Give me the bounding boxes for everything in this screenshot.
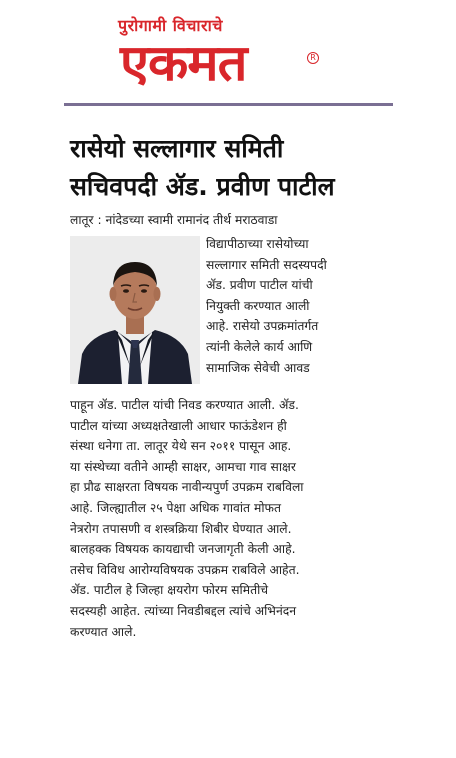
side-line: नियुक्ती करण्यात आली xyxy=(206,298,310,313)
side-line: सल्लागार समिती सदस्यपदी xyxy=(206,257,327,272)
person-portrait-icon xyxy=(70,236,200,384)
intro-line: लातूर : नांदेडच्या स्वामी रामानंद तीर्थ मराठवाडा xyxy=(70,213,278,227)
body-line: संस्था धनेगा ता. लातूर येथे सन २०११ पासून आह. xyxy=(70,439,292,454)
body-line: पाटील यांच्या अध्यक्षतेखाली आधार फाऊंडेशन ही xyxy=(70,418,287,433)
masthead xyxy=(0,0,456,108)
article-intro xyxy=(70,210,400,231)
body-line: करण्यात आले. xyxy=(70,624,137,639)
body-line: आहे. जिल्ह्यातील २५ पेक्षा अधिक गावांत मोफत xyxy=(70,500,281,515)
side-line: ॲड. प्रवीण पाटील यांची xyxy=(206,278,313,293)
body-line: पाहून ॲड. पाटील यांची निवड करण्यात आली. ॲड. xyxy=(70,398,299,412)
side-line: आहे. रासेयो उपक्रमांतर्गत xyxy=(206,319,319,334)
body-line: हा प्रौढ साक्षरता विषयक नावीन्यपुर्ण उपक्रम राबविला xyxy=(70,480,304,495)
article-body xyxy=(70,395,400,642)
body-line: बालहक्क विषयक कायद्याची जनजागृती केली आहे. xyxy=(70,542,296,557)
body-line: नेत्ररोग तपासणी व शस्त्रक्रिया शिबीर घेण्यात आले. xyxy=(70,521,292,536)
headline-line: सचिवपदी ॲड. प्रवीण पाटील xyxy=(70,172,335,201)
portrait-photo xyxy=(70,236,200,384)
newspaper-logo: एकमत xyxy=(120,33,247,92)
masthead-divider xyxy=(64,103,393,106)
article-headline xyxy=(70,130,400,206)
side-line: त्यांनी केलेले कार्य आणि xyxy=(206,339,313,354)
article-side-column xyxy=(206,234,406,378)
body-line: तसेच विविध आरोग्यविषयक उपक्रम राबविले आहेत. xyxy=(70,562,300,577)
masthead-tagline: पुरोगामी विचाराचे xyxy=(118,16,223,35)
registered-mark-icon: R xyxy=(307,52,319,64)
side-line: विद्यापीठाच्या रासेयोच्या xyxy=(206,237,309,251)
body-line: या संस्थेच्या वतीने आम्ही साक्षर, आमचा गाव साक्षर xyxy=(70,459,296,474)
side-line: सामाजिक सेवेची आवड xyxy=(206,360,310,375)
headline-line: रासेयो सल्लागार समिती xyxy=(70,134,284,163)
body-line: सदस्यही आहेत. त्यांच्या निवडीबद्दल त्यांचे अभिनंदन xyxy=(70,603,297,618)
body-line: ॲड. पाटील हे जिल्हा क्षयरोग फोरम समितीचे xyxy=(70,583,269,598)
